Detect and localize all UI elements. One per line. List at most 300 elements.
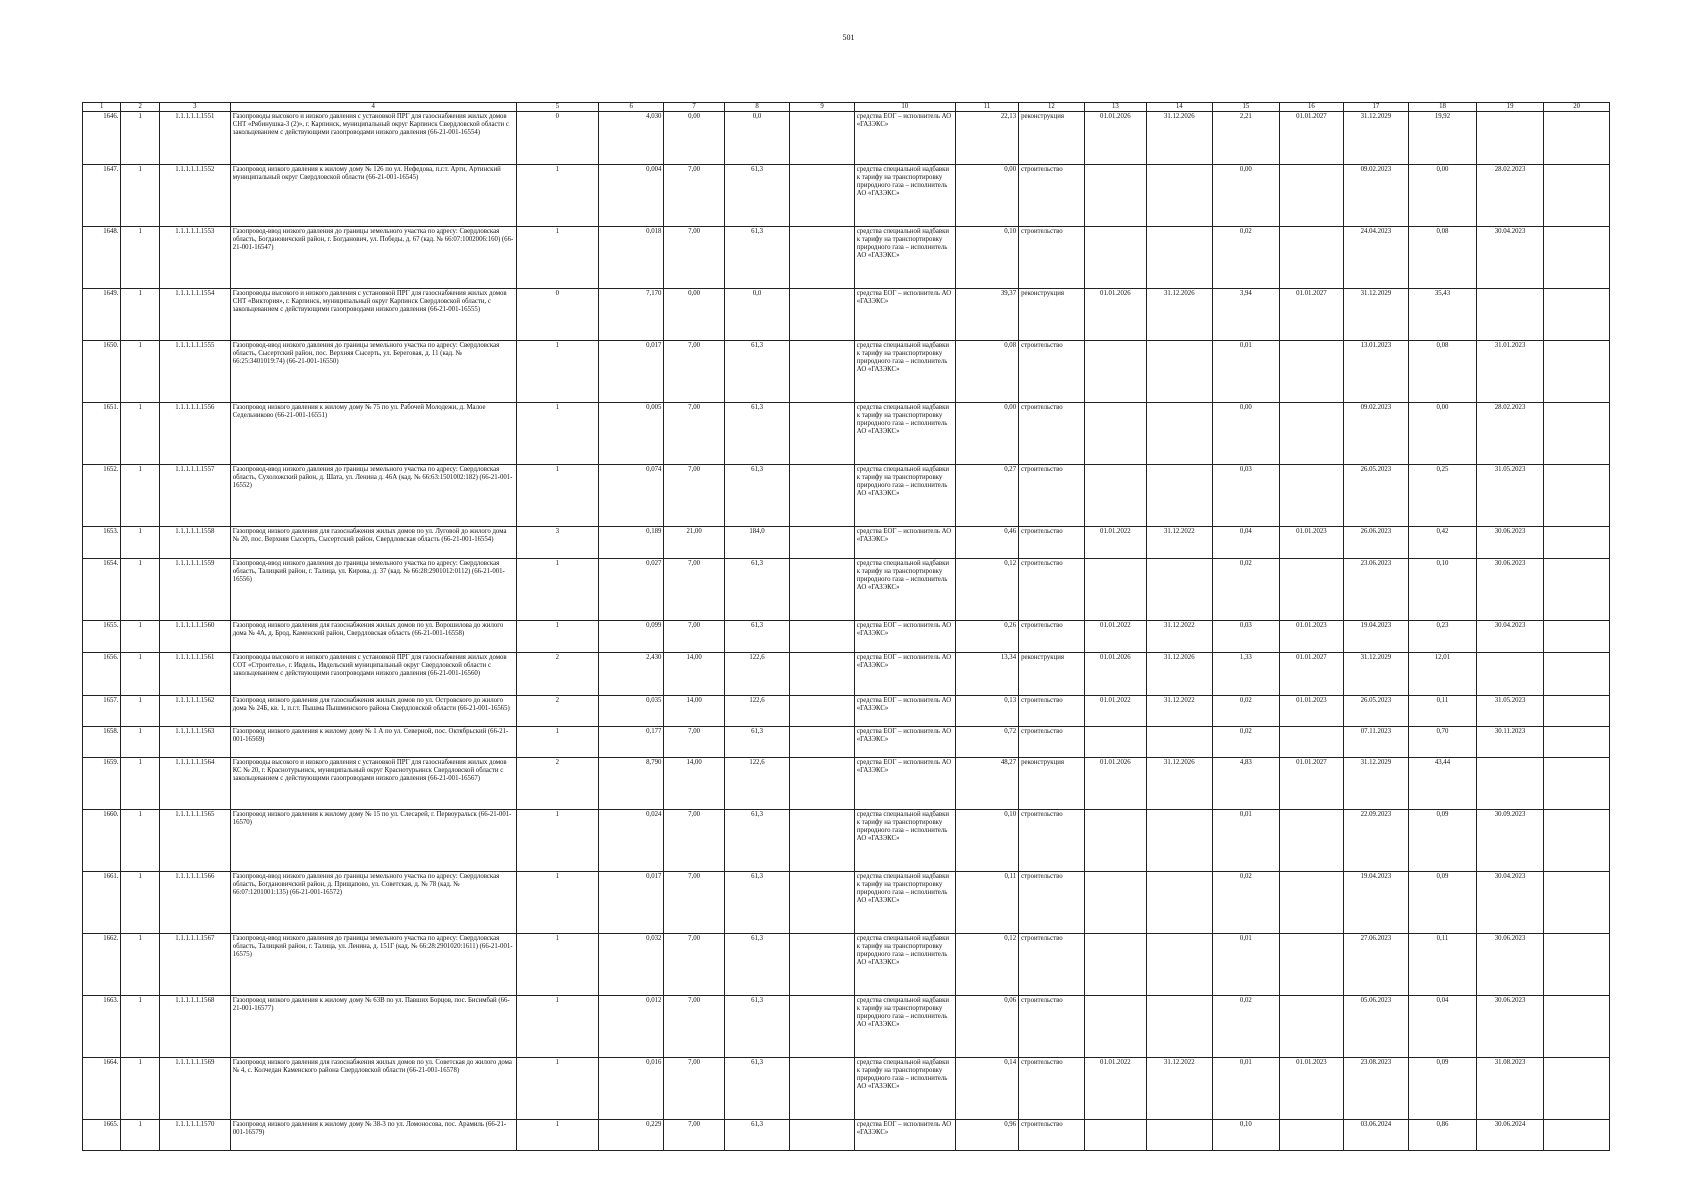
table-cell [790,621,854,653]
table-cell: 30.04.2023 [1476,872,1544,934]
table-cell: 1 [516,341,598,403]
table-cell: средства специальной надбавки к тарифу на транспортировку природного газа – исполнитель АО «ГАЗЭКС» [854,341,955,403]
table-cell: 0,25 [1409,465,1477,527]
table-cell: 0,12 [955,559,1018,621]
table-cell: 0,017 [598,872,664,934]
table-cell [790,527,854,559]
table-cell: Газопроводы высокого и низкого давления с установкой ПРГ для газоснабжения жилых домов СОТ «Строитель», г. Ивдель, Ивдельский муниципальный округ Свердловской области с закольцеванием с действующими газопроводами низкого давления (66-21-001-16560) [230,653,516,696]
table-cell: 1.1.1.1.1.1565 [159,810,230,872]
table-cell: 30.06.2023 [1476,996,1544,1058]
table-cell: 31.12.2026 [1147,758,1213,810]
table-cell: 01.01.2023 [1280,527,1343,559]
table-cell: 1.1.1.1.1.1564 [159,758,230,810]
register-table [82,102,1610,1151]
table-cell: 7,00 [664,1058,724,1120]
table-cell [1147,165,1213,227]
table-cell: 1647. [83,165,121,227]
table-cell: 01.01.2027 [1280,653,1343,696]
table-cell [1147,341,1213,403]
table-cell: 0,032 [598,934,664,996]
table-cell [790,403,854,465]
table-cell: 0,189 [598,527,664,559]
table-cell: средства специальной надбавки к тарифу на транспортировку природного газа – исполнитель АО «ГАЗЭКС» [854,559,955,621]
table-cell: строительство [1019,527,1085,559]
table-cell: Газопроводы высокого и низкого давления с установкой ПРГ для газоснабжения жилых домов СНТ «Рябинушка-3 (2)», г. Карпинск, муниципальный округ Карпинск Свердловской области с закольцеванием с действующими газопроводами низкого давления (66-21-001-16554) [230,112,516,165]
table-cell: средства специальной надбавки к тарифу на транспортировку природного газа – исполнитель АО «ГАЗЭКС» [854,872,955,934]
table-cell: 61,3 [724,559,790,621]
table-cell: 0,229 [598,1120,664,1151]
table-cell: 0,00 [664,112,724,165]
table-cell [1147,727,1213,758]
table-cell [790,653,854,696]
table-cell: 0,11 [1409,934,1477,996]
table-cell [790,727,854,758]
table-cell: 01.01.2027 [1280,289,1343,341]
table-cell: 0,074 [598,465,664,527]
table-cell: средства ЕОГ – исполнитель АО «ГАЗЭКС» [854,758,955,810]
table-cell [1084,810,1146,872]
table-cell [1544,872,1610,934]
table-cell: строительство [1019,727,1085,758]
table-cell: 2 [516,653,598,696]
table-cell: 1 [121,289,159,341]
table-cell [1476,112,1544,165]
table-cell: реконструкция [1019,653,1085,696]
table-cell: 3 [516,527,598,559]
table-cell: 0,035 [598,696,664,727]
table-cell: 1657. [83,696,121,727]
table-cell: 0,72 [955,727,1018,758]
table-cell: 3,94 [1212,289,1280,341]
table-cell: 0,02 [1212,696,1280,727]
table-cell: 1 [121,165,159,227]
column-header: 5 [516,103,598,112]
table-cell: 0,00 [955,165,1018,227]
table-cell: 7,170 [598,289,664,341]
table-cell: строительство [1019,1058,1085,1120]
table-cell [1147,227,1213,289]
table-cell [1084,996,1146,1058]
table-cell: 1 [516,934,598,996]
table-cell: 1655. [83,621,121,653]
table-cell: 7,00 [664,621,724,653]
table-row [83,341,1610,403]
table-cell: Газопровод-ввод низкого давления до границы земельного участка по адресу: Свердловская область, Талицкий район, г. Талица, ул. Кирова, д. 37 (кад. № 66:28:2901012:0112) (66-21-001-16556) [230,559,516,621]
table-cell: 1662. [83,934,121,996]
table-cell: 0,70 [1409,727,1477,758]
table-cell: 1664. [83,1058,121,1120]
table-cell: 2,21 [1212,112,1280,165]
table-cell: 0,0 [724,112,790,165]
table-cell [1280,559,1343,621]
table-cell: 1.1.1.1.1.1563 [159,727,230,758]
table-cell: 0,46 [955,527,1018,559]
table-cell [790,1058,854,1120]
table-row [83,696,1610,727]
table-cell: 1 [121,112,159,165]
table-cell: Газопроводы высокого и низкого давления с установкой ПРГ для газоснабжения жилых домов СНТ «Виктория», г. Карпинск, муниципальный округ Карпинск Свердловской области, с закольцеванием с действующими газопроводами низкого давления (66-21-001-16555) [230,289,516,341]
table-cell: 0,03 [1212,465,1280,527]
table-cell: 7,00 [664,934,724,996]
table-cell: 0,09 [1409,1058,1477,1120]
table-cell: 23.06.2023 [1343,559,1409,621]
table-cell: строительство [1019,227,1085,289]
table-cell [1544,403,1610,465]
table-cell: 1 [121,403,159,465]
table-cell: 2 [516,758,598,810]
table-row [83,289,1610,341]
table-cell: 0,018 [598,227,664,289]
table-cell: 0,08 [1409,341,1477,403]
table-cell: 31.05.2023 [1476,696,1544,727]
table-cell: 1 [516,403,598,465]
table-cell: 0,024 [598,810,664,872]
table-cell: Газопроводы высокого и низкого давления с установкой ПРГ для газоснабжения жилых домов КС № 20, г. Краснотурьинск, муниципальный округ Краснотурьинск Свердловской области с закольцеванием с действующими газопроводами низкого давления (66-21-001-16567) [230,758,516,810]
table-cell [1544,696,1610,727]
table-row [83,1058,1610,1120]
column-number-row [83,103,1610,112]
table-cell: 0,14 [955,1058,1018,1120]
table-cell: 1.1.1.1.1.1559 [159,559,230,621]
table-cell: 31.12.2029 [1343,112,1409,165]
table-cell: Газопровод-ввод низкого давления до границы земельного участка по адресу: Свердловская область, Богдановичский район, д. Прищапово, ул. Советская, д. № 78 (кад. № 66:07:1201001:135) (66-21-001-16572) [230,872,516,934]
table-cell: 1659. [83,758,121,810]
table-cell: 1660. [83,810,121,872]
table-cell: 01.01.2026 [1084,758,1146,810]
table-cell: 1 [121,810,159,872]
table-cell: 09.02.2023 [1343,403,1409,465]
table-cell: 0,06 [955,996,1018,1058]
table-cell: 0,11 [955,872,1018,934]
table-cell [790,289,854,341]
table-row [83,758,1610,810]
table-cell [1280,341,1343,403]
table-cell: 61,3 [724,996,790,1058]
table-cell [1544,112,1610,165]
table-cell: 0,10 [955,810,1018,872]
table-cell [1280,165,1343,227]
table-cell: 1.1.1.1.1.1569 [159,1058,230,1120]
table-cell: 1.1.1.1.1.1566 [159,872,230,934]
column-header: 6 [598,103,664,112]
table-cell [790,1120,854,1151]
table-cell: Газопровод низкого давления к жилому дому № 63В по ул. Павших Борцов, пос. Бисимбай (66-21-001-16577) [230,996,516,1058]
table-cell: 1 [516,872,598,934]
table-cell: 7,00 [664,465,724,527]
table-cell: 0,02 [1212,872,1280,934]
table-cell: 1 [516,1058,598,1120]
table-cell: 22.09.2023 [1343,810,1409,872]
column-header: 18 [1409,103,1477,112]
table-cell [1544,727,1610,758]
table-cell [790,227,854,289]
table-cell: 7,00 [664,727,724,758]
table-cell: 1 [121,227,159,289]
table-cell: 39,37 [955,289,1018,341]
table-cell: 13,34 [955,653,1018,696]
table-cell: 0,016 [598,1058,664,1120]
table-cell: 1 [516,465,598,527]
table-cell: 0,099 [598,621,664,653]
table-cell: 0,02 [1212,996,1280,1058]
table-cell: 1.1.1.1.1.1560 [159,621,230,653]
table-cell [1544,465,1610,527]
table-cell: 0,04 [1212,527,1280,559]
table-cell: 19.04.2023 [1343,621,1409,653]
table-cell: Газопровод низкого давления к жилому дому № 1 А по ул. Северной, пос. Октябрьский (66-21-001-16569) [230,727,516,758]
table-cell: 31.01.2023 [1476,341,1544,403]
table-cell: 61,3 [724,934,790,996]
table-cell: 1 [121,527,159,559]
table-cell: 2 [516,696,598,727]
table-cell: средства специальной надбавки к тарифу на транспортировку природного газа – исполнитель АО «ГАЗЭКС» [854,1058,955,1120]
table-cell [1147,465,1213,527]
table-cell: 01.01.2026 [1084,112,1146,165]
table-cell: 0,00 [1212,165,1280,227]
table-cell: реконструкция [1019,112,1085,165]
table-cell: 0,02 [1212,559,1280,621]
table-cell: 1.1.1.1.1.1552 [159,165,230,227]
table-cell: 0,23 [1409,621,1477,653]
table-cell: 1 [121,872,159,934]
table-cell: 7,00 [664,227,724,289]
table-cell: 43,44 [1409,758,1477,810]
table-row [83,527,1610,559]
table-cell: средства специальной надбавки к тарифу на транспортировку природного газа – исполнитель АО «ГАЗЭКС» [854,934,955,996]
table-cell: 0,09 [1409,872,1477,934]
table-cell: 31.05.2023 [1476,465,1544,527]
table-cell: 01.01.2023 [1280,696,1343,727]
table-cell: 1.1.1.1.1.1551 [159,112,230,165]
table-cell: 7,00 [664,996,724,1058]
table-cell: 07.11.2023 [1343,727,1409,758]
table-cell [1084,403,1146,465]
table-cell: 14,00 [664,696,724,727]
table-cell: 1653. [83,527,121,559]
column-header: 16 [1280,103,1343,112]
table-cell: средства ЕОГ – исполнитель АО «ГАЗЭКС» [854,112,955,165]
table-cell: 30.04.2023 [1476,227,1544,289]
table-cell: 1.1.1.1.1.1557 [159,465,230,527]
table-cell: 0,01 [1212,810,1280,872]
table-cell: средства специальной надбавки к тарифу на транспортировку природного газа – исполнитель АО «ГАЗЭКС» [854,403,955,465]
table-cell [1084,227,1146,289]
table-cell [790,165,854,227]
table-cell: 0 [516,289,598,341]
table-cell: строительство [1019,696,1085,727]
column-header: 20 [1544,103,1610,112]
table-cell: строительство [1019,621,1085,653]
table-cell: 1651. [83,403,121,465]
table-cell: 1 [121,758,159,810]
table-cell: 1 [516,727,598,758]
table-row [83,465,1610,527]
table-row [83,872,1610,934]
table-cell: 0,10 [955,227,1018,289]
table-cell: 0,01 [1212,341,1280,403]
table-cell [1280,403,1343,465]
table-cell: 0,177 [598,727,664,758]
table-cell: 1648. [83,227,121,289]
column-header: 8 [724,103,790,112]
table-cell: 1 [516,227,598,289]
table-cell [1476,758,1544,810]
table-cell: средства специальной надбавки к тарифу на транспортировку природного газа – исполнитель АО «ГАЗЭКС» [854,465,955,527]
table-cell: 61,3 [724,465,790,527]
table-cell: 30.06.2023 [1476,559,1544,621]
table-cell [790,559,854,621]
table-cell: Газопровод низкого давления к жилому дому № 15 по ул. Слесарей, г. Первоуральск (66-21-001-16570) [230,810,516,872]
table-cell: 31.12.2022 [1147,621,1213,653]
table-cell: 1.1.1.1.1.1558 [159,527,230,559]
table-cell: 0,13 [955,696,1018,727]
table-cell: 1649. [83,289,121,341]
table-cell [1147,872,1213,934]
table-cell: 7,00 [664,165,724,227]
table-cell: 7,00 [664,403,724,465]
table-cell: 31.12.2029 [1343,289,1409,341]
table-cell: 30.06.2024 [1476,1120,1544,1151]
table-cell [1084,934,1146,996]
table-cell: 4,030 [598,112,664,165]
table-cell: 31.12.2022 [1147,1058,1213,1120]
table-cell: 0,027 [598,559,664,621]
table-cell: 01.01.2026 [1084,289,1146,341]
table-cell: 61,3 [724,1120,790,1151]
table-cell [1147,934,1213,996]
table-cell: 31.12.2029 [1343,758,1409,810]
table-cell: 7,00 [664,1120,724,1151]
table-cell: 1 [121,559,159,621]
table-cell: 01.01.2027 [1280,758,1343,810]
table-cell: 03.06.2024 [1343,1120,1409,1151]
table-cell: 30.04.2023 [1476,621,1544,653]
table-cell [790,758,854,810]
table-cell: 12,01 [1409,653,1477,696]
table-cell: 0,005 [598,403,664,465]
table-cell: 1.1.1.1.1.1555 [159,341,230,403]
table-cell: 14,00 [664,653,724,696]
table-row [83,112,1610,165]
table-cell: 0,09 [1409,810,1477,872]
table-row [83,810,1610,872]
table-cell: 0,03 [1212,621,1280,653]
table-cell: средства ЕОГ – исполнитель АО «ГАЗЭКС» [854,696,955,727]
table-cell: 1 [516,996,598,1058]
column-header: 1 [83,103,121,112]
table-cell: 24.04.2023 [1343,227,1409,289]
table-cell: строительство [1019,165,1085,227]
table-cell: Газопровод-ввод низкого давления до границы земельного участка по адресу: Свердловская область, Сухоложский район, д. Шата, ул. Ленина д. 46А (кад. № 66:63:1501002:182) (66-21-001-16552) [230,465,516,527]
table-cell: реконструкция [1019,289,1085,341]
table-cell [1280,227,1343,289]
table-cell [1544,559,1610,621]
table-cell: строительство [1019,403,1085,465]
page-number: 501 [842,33,855,42]
table-cell: 0,02 [1212,727,1280,758]
table-cell [1544,810,1610,872]
column-header: 19 [1476,103,1544,112]
table-cell: Газопровод-ввод низкого давления до границы земельного участка по адресу: Свердловская область, Сысертский район, пос. Верхняя Сысерть, ул. Береговая, д. 11 (кад. № 66:25:3401019:74) (66-21-001-16550) [230,341,516,403]
table-cell [1084,341,1146,403]
table-cell: 19,92 [1409,112,1477,165]
table-cell: средства специальной надбавки к тарифу на транспортировку природного газа – исполнитель АО «ГАЗЭКС» [854,810,955,872]
table-cell: 0,11 [1409,696,1477,727]
table-cell: 0,08 [1409,227,1477,289]
table-cell: 7,00 [664,872,724,934]
table-row [83,165,1610,227]
table-cell: строительство [1019,872,1085,934]
table-cell [1544,653,1610,696]
table-cell: средства специальной надбавки к тарифу на транспортировку природного газа – исполнитель АО «ГАЗЭКС» [854,165,955,227]
table-cell: 1658. [83,727,121,758]
table-cell: 30.06.2023 [1476,934,1544,996]
table-cell: 22,13 [955,112,1018,165]
table-cell: 0,27 [955,465,1018,527]
table-cell: 31.12.2026 [1147,112,1213,165]
table-cell [1084,727,1146,758]
table-cell [1544,165,1610,227]
table-cell: 1.1.1.1.1.1567 [159,934,230,996]
table-cell: 26.06.2023 [1343,527,1409,559]
column-header: 2 [121,103,159,112]
table-cell: 122,6 [724,696,790,727]
table-cell [790,465,854,527]
table-cell [1147,996,1213,1058]
table-cell: средства ЕОГ – исполнитель АО «ГАЗЭКС» [854,621,955,653]
table-cell [790,996,854,1058]
table-cell: 30.11.2023 [1476,727,1544,758]
table-cell [1280,872,1343,934]
table-cell: строительство [1019,341,1085,403]
table-cell [790,810,854,872]
table-cell: 1663. [83,996,121,1058]
table-cell: 30.09.2023 [1476,810,1544,872]
table-cell: 4,83 [1212,758,1280,810]
table-cell [790,341,854,403]
table-cell: строительство [1019,559,1085,621]
table-cell: 0 [516,112,598,165]
table-cell: строительство [1019,1120,1085,1151]
table-cell: 61,3 [724,1058,790,1120]
table-cell: 1.1.1.1.1.1568 [159,996,230,1058]
table-cell: средства ЕОГ – исполнитель АО «ГАЗЭКС» [854,289,955,341]
table-cell [1280,934,1343,996]
table-cell: 1 [121,696,159,727]
table-cell: 1 [516,810,598,872]
table-cell: 1665. [83,1120,121,1151]
table-cell [1280,1120,1343,1151]
table-cell: 31.12.2022 [1147,696,1213,727]
column-header: 4 [230,103,516,112]
table-cell: 1654. [83,559,121,621]
table-cell [1544,934,1610,996]
table-cell: 1 [516,621,598,653]
table-cell: 122,6 [724,758,790,810]
table-cell: 0,00 [1409,165,1477,227]
table-cell: 14,00 [664,758,724,810]
table-cell: средства ЕОГ – исполнитель АО «ГАЗЭКС» [854,653,955,696]
table-cell: Газопровод низкого давления для газоснабжения жилых домов по ул. Островского до жилого дома № 24Б, кв. 1, п.г.т. Пышма Пышминского района Свердловской области (66-21-001-16565) [230,696,516,727]
table-cell: 1 [121,727,159,758]
table-cell: строительство [1019,996,1085,1058]
table-cell [790,112,854,165]
table-cell [1544,1120,1610,1151]
table-cell: средства ЕОГ – исполнитель АО «ГАЗЭКС» [854,527,955,559]
table-cell: 0,00 [955,403,1018,465]
table-cell: 1.1.1.1.1.1554 [159,289,230,341]
table-cell: 61,3 [724,227,790,289]
